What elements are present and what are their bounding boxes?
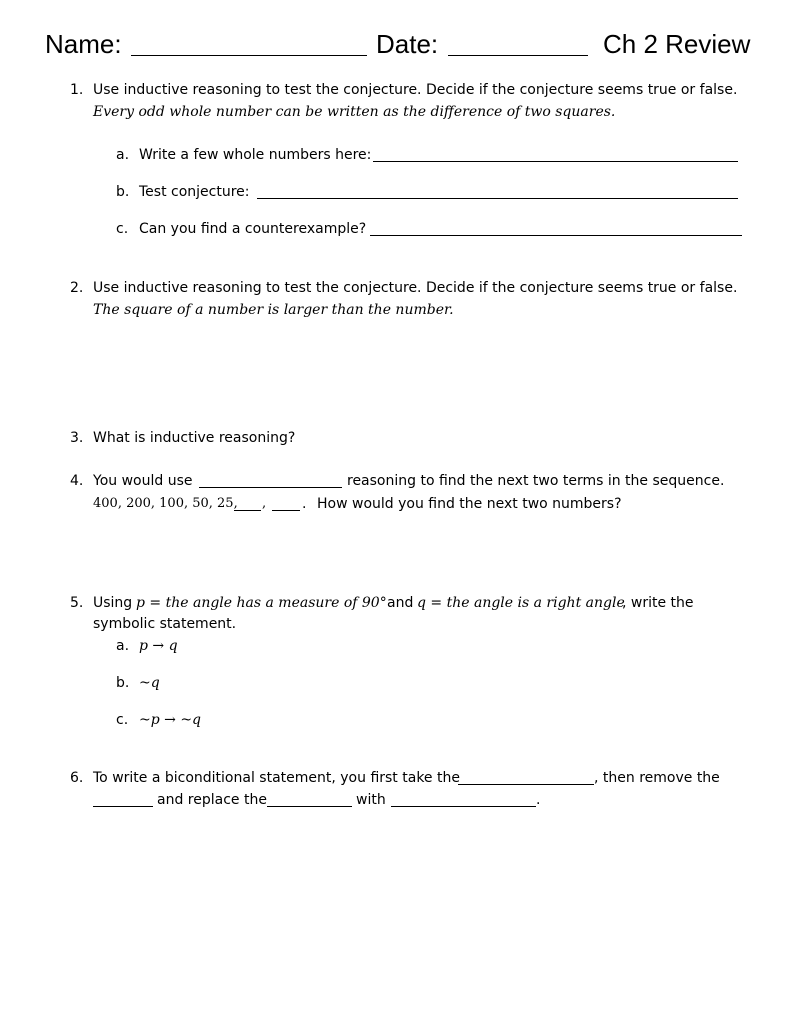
q1-text: Use inductive reasoning to test the conjecture. Decide if the conjecture seems true or false. [93, 82, 738, 98]
q4-comma: , [262, 496, 267, 511]
q5-and: and [387, 595, 414, 611]
q5-p-definition: p = the angle has a measure of 90° [136, 595, 387, 611]
date-label: Date: [376, 29, 439, 59]
q5-after: , write the [622, 595, 694, 611]
q5c-expression: ~p → ~q [139, 712, 202, 728]
q5b-expression: ~q [139, 675, 160, 691]
q6-text3: and replace the [157, 792, 267, 808]
q5a-letter: a. [116, 638, 130, 654]
q1c-letter: c. [116, 221, 129, 237]
q4-term-blank-2[interactable] [272, 510, 300, 511]
q6-blank-3[interactable] [267, 806, 352, 807]
q4-number: 4. [70, 473, 84, 489]
q1b-letter: b. [116, 184, 130, 200]
q6-text2: , then remove the [594, 770, 720, 786]
q1a-answer-blank[interactable] [373, 161, 738, 162]
q4-text-before: You would use [93, 473, 193, 489]
name-blank[interactable] [131, 55, 367, 56]
q6-text5: . [536, 792, 541, 808]
q1-conjecture: Every odd whole number can be written as the difference of two squares. [93, 104, 616, 120]
q2-text: Use inductive reasoning to test the conjecture. Decide if the conjecture seems true or false. [93, 280, 738, 296]
q1c-answer-blank[interactable] [370, 235, 742, 236]
q1-number: 1. [70, 82, 84, 98]
q1a-text: Write a few whole numbers here: [139, 147, 372, 163]
q1b-answer-blank[interactable] [257, 198, 738, 199]
q5-q-definition: q = the angle is a right angle [417, 595, 625, 611]
date-blank[interactable] [448, 55, 588, 56]
q6-text1: To write a biconditional statement, you first take the [93, 770, 460, 786]
q6-blank-2[interactable] [93, 806, 153, 807]
q4-sequence: 400, 200, 100, 50, 25, [93, 496, 238, 511]
q1c-text: Can you find a counterexample? [139, 221, 367, 237]
q4-period: . [302, 496, 307, 512]
q4-term-blank-1[interactable] [234, 510, 261, 511]
q3-number: 3. [70, 430, 84, 446]
q6-text4: with [356, 792, 386, 808]
q5-using: Using [93, 595, 133, 611]
q4-reasoning-blank[interactable] [199, 487, 342, 488]
q5c-letter: c. [116, 712, 129, 728]
name-label: Name: [45, 29, 122, 59]
page-title: Ch 2 Review [603, 29, 751, 59]
q4-question: How would you find the next two numbers? [317, 496, 622, 512]
q5a-expression: p → q [139, 638, 178, 654]
q2-number: 2. [70, 280, 84, 296]
q3-text: What is inductive reasoning? [93, 430, 296, 446]
q4-text-after: reasoning to find the next two terms in the sequence. [347, 473, 725, 489]
q6-blank-1[interactable] [458, 784, 594, 785]
q5b-letter: b. [116, 675, 130, 691]
q6-blank-4[interactable] [391, 806, 536, 807]
q2-conjecture: The square of a number is larger than the number. [93, 302, 454, 318]
q6-number: 6. [70, 770, 84, 786]
q5-number: 5. [70, 595, 84, 611]
q1b-text: Test conjecture: [139, 184, 250, 200]
q1a-letter: a. [116, 147, 130, 163]
q5-line2: symbolic statement. [93, 616, 237, 632]
